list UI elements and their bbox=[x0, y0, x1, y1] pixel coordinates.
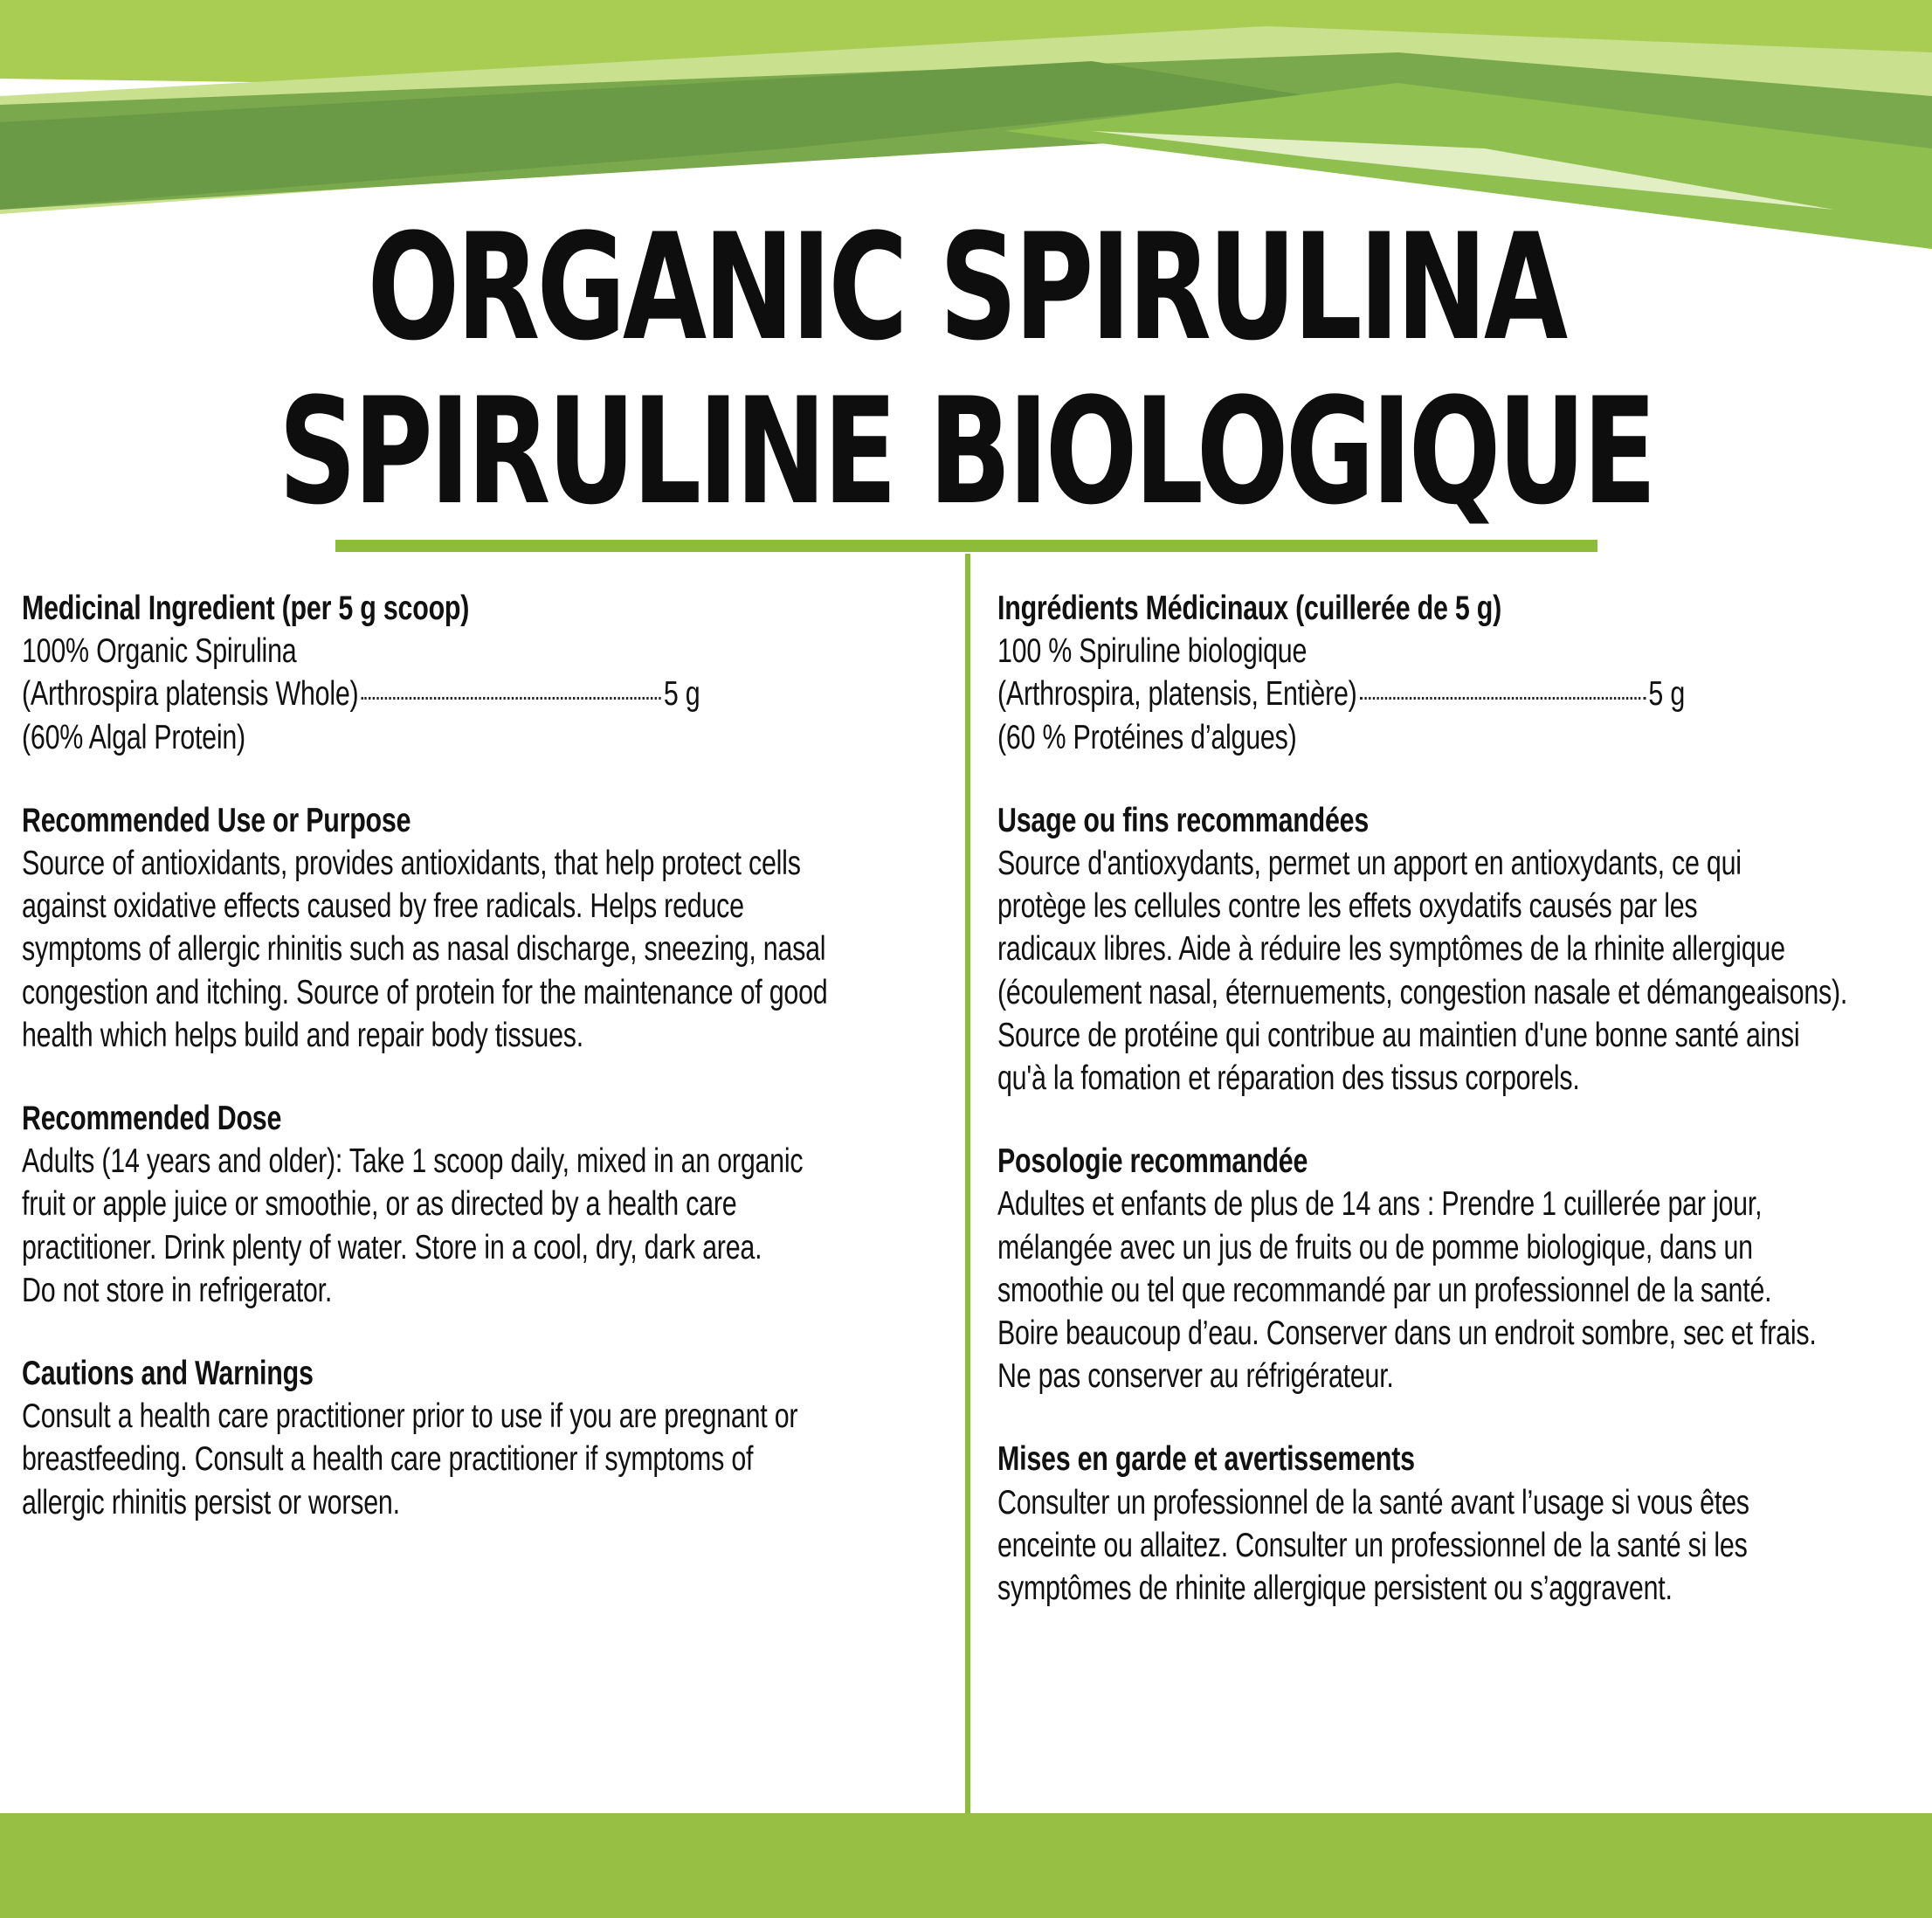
fr-cautions-line: Consulter un professionnel de la santé avant l’usage si vous êtes bbox=[997, 1483, 1749, 1521]
fr-cautions-heading: Mises en garde et avertissements bbox=[997, 1440, 1415, 1479]
fr-use-line: (écoulement nasal, éternuements, congestion nasale et démangeaisons). bbox=[997, 973, 1848, 1011]
fr-cautions-line: symptômes de rhinite allergique persistent ou s’aggravent. bbox=[997, 1570, 1673, 1608]
en-ingredient-heading: Medicinal Ingredient (per 5 g scoop) bbox=[22, 590, 470, 627]
fr-ingredient-section bbox=[997, 587, 1932, 759]
title-underline bbox=[335, 540, 1597, 552]
en-use-line: Source of antioxidants, provides antioxidants, that help protect cells bbox=[22, 845, 801, 883]
fr-dose-line: smoothie ou tel que recommandé par un professionnel de la santé. bbox=[997, 1271, 1772, 1309]
fr-dose-line: Adultes et enfants de plus de 14 ans : Prendre 1 cuillerée par jour, bbox=[997, 1185, 1763, 1224]
fr-dose-heading: Posologie recommandée bbox=[997, 1142, 1308, 1181]
english-column bbox=[22, 587, 961, 1564]
en-use-line: symptoms of allergic rhinitis such as nasal discharge, sneezing, nasal bbox=[22, 930, 826, 969]
fr-use-section bbox=[997, 799, 1932, 1100]
fr-ingredient-name: (Arthrospira, platensis, Entière) bbox=[997, 675, 1357, 714]
en-ingredient-line1: 100% Organic Spirulina bbox=[22, 632, 297, 671]
fr-use-line: radicaux libres. Aide à réduire les symptômes de la rhinite allergique bbox=[997, 930, 1785, 969]
title-english: ORGANIC SPIRULINA bbox=[367, 202, 1565, 373]
fr-use-line: Source de protéine qui contribue au maintien d'une bonne santé ainsi bbox=[997, 1016, 1800, 1054]
fr-use-line: qu'à la fomation et réparation des tissus corporels. bbox=[997, 1059, 1580, 1098]
fr-dose-line: Boire beaucoup d’eau. Conserver dans un endroit sombre, sec et frais. bbox=[997, 1314, 1817, 1353]
fr-dot-leader bbox=[1360, 697, 1646, 700]
en-dot-leader bbox=[362, 697, 661, 700]
fr-cautions-section bbox=[997, 1438, 1932, 1610]
en-dose-line: fruit or apple juice or smoothie, or as directed by a health care bbox=[22, 1185, 737, 1224]
en-use-heading: Recommended Use or Purpose bbox=[22, 801, 411, 839]
en-dose-section bbox=[22, 1097, 961, 1312]
fr-ingredient-line2 bbox=[997, 673, 1727, 715]
bottom-green-bar bbox=[0, 1813, 1932, 1918]
column-divider bbox=[965, 554, 970, 1813]
en-dose-heading: Recommended Dose bbox=[22, 1100, 282, 1138]
en-use-line: congestion and itching. Source of protein for the maintenance of good bbox=[22, 973, 828, 1011]
en-cautions-heading: Cautions and Warnings bbox=[22, 1355, 314, 1393]
fr-ingredient-amount: 5 g bbox=[1648, 675, 1686, 714]
fr-ingredient-line3: (60 % Protéines d’algues) bbox=[997, 718, 1297, 756]
en-ingredient-name: (Arthrospira platensis Whole) bbox=[22, 675, 359, 714]
en-ingredient-line2 bbox=[22, 673, 754, 715]
en-use-line: against oxidative effects caused by free radicals. Helps reduce bbox=[22, 887, 744, 926]
en-dose-line: Adults (14 years and older): Take 1 scoop daily, mixed in an organic bbox=[22, 1142, 804, 1181]
fr-use-line: protège les cellules contre les effets oxydatifs causés par les bbox=[997, 887, 1698, 926]
fr-use-heading: Usage ou fins recommandées bbox=[997, 801, 1370, 839]
product-title bbox=[0, 202, 1932, 537]
en-dose-line: Do not store in refrigerator. bbox=[22, 1271, 333, 1309]
en-cautions-line: breastfeeding. Consult a health care practitioner if symptoms of bbox=[22, 1440, 754, 1479]
fr-dose-line: Ne pas conserver au réfrigérateur. bbox=[997, 1357, 1394, 1396]
fr-dose-section bbox=[997, 1140, 1932, 1397]
en-use-line: health which helps build and repair body tissues. bbox=[22, 1016, 583, 1054]
en-use-section bbox=[22, 799, 961, 1057]
en-cautions-line: Consult a health care practitioner prior to use if you are pregnant or bbox=[22, 1397, 798, 1436]
en-cautions-section bbox=[22, 1352, 961, 1524]
fr-dose-line: mélangée avec un jus de fruits ou de pomme biologique, dans un bbox=[997, 1228, 1753, 1266]
fr-ingredient-line1: 100 % Spiruline biologique bbox=[997, 632, 1308, 671]
fr-ingredient-heading: Ingrédients Médicinaux (cuillerée de 5 g) bbox=[997, 590, 1501, 627]
title-french: SPIRULINE BIOLOGIQUE bbox=[278, 366, 1654, 537]
en-ingredient-section bbox=[22, 587, 961, 759]
en-dose-line: practitioner. Drink plenty of water. Store in a cool, dry, dark area. bbox=[22, 1228, 762, 1266]
fr-use-line: Source d'antioxydants, permet un apport en antioxydants, ce qui bbox=[997, 845, 1742, 883]
en-cautions-line: allergic rhinitis persist or worsen. bbox=[22, 1483, 400, 1521]
french-column bbox=[997, 587, 1932, 1650]
en-ingredient-line3: (60% Algal Protein) bbox=[22, 718, 245, 756]
fr-cautions-line: enceinte ou allaitez. Consulter un professionnel de la santé si les bbox=[997, 1526, 1748, 1564]
en-ingredient-amount: 5 g bbox=[663, 675, 700, 714]
